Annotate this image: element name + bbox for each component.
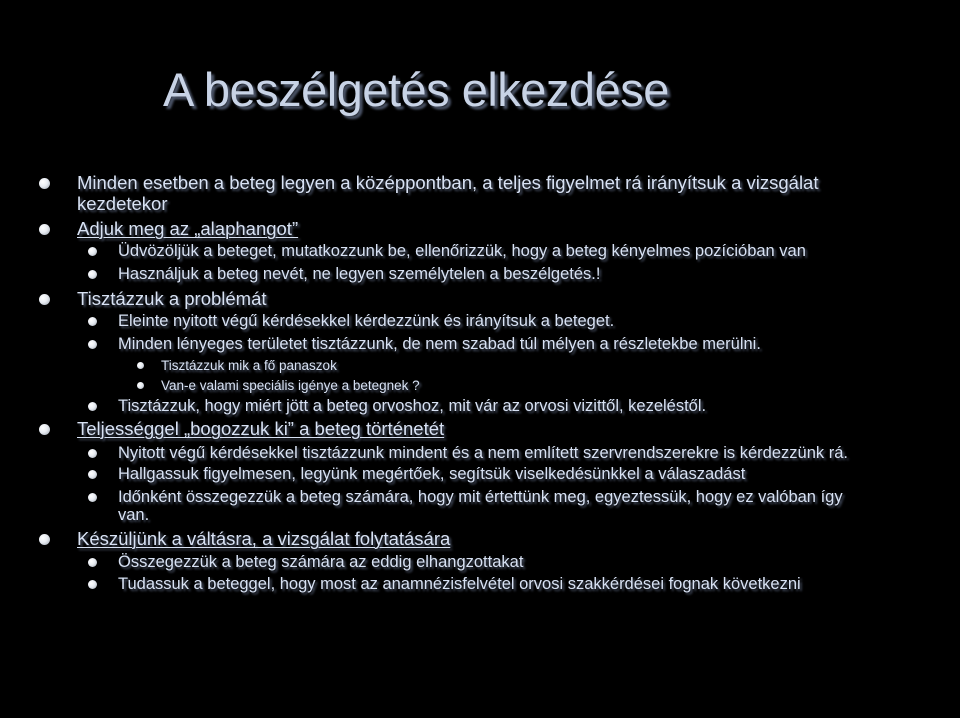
- bullet-item: [77, 528, 450, 550]
- bullet-dot-icon: [88, 402, 97, 411]
- sub-sub-bullet-item: [161, 357, 337, 374]
- bullet-dot-icon: [39, 224, 50, 235]
- sub-bullet-item: [118, 241, 806, 261]
- sub-bullet-item-continuation: [118, 505, 149, 525]
- bullet-text: Készüljünk a váltásra, a vizsgálat folytatására: [77, 528, 451, 549]
- bullet-dot-icon: [88, 340, 97, 349]
- slide-title: A beszélgetés elkezdése: [163, 63, 669, 116]
- bullet-dot-icon: [137, 382, 144, 389]
- bullet-text: Van-e valami speciális igénye a betegnek ?: [161, 378, 420, 393]
- bullet-text: Tudassuk a beteggel, hogy most az anamnézisfelvétel orvosi szakkérdései fognak következni: [118, 575, 801, 593]
- sub-bullet-item: [118, 311, 614, 331]
- sub-bullet-item: [118, 552, 523, 572]
- bullet-text: Minden lényeges területet tisztázzunk, de nem szabad túl mélyen a részletekbe merülni.: [118, 335, 761, 353]
- bullet-dot-icon: [88, 270, 97, 279]
- bullet-text: Teljességgel „bogozzuk ki” a beteg történetét: [77, 418, 445, 439]
- bullet-text-continuation: kezdetekor: [77, 193, 168, 214]
- sub-bullet-item: [118, 487, 843, 507]
- sub-bullet-item: [118, 264, 600, 284]
- bullet-dot-icon: [137, 362, 144, 369]
- bullet-dot-icon: [88, 558, 97, 567]
- bullet-text-continuation: van.: [118, 506, 150, 524]
- sub-bullet-item: [118, 464, 745, 484]
- bullet-text: Üdvözöljük a beteget, mutatkozzunk be, ellenőrizzük, hogy a beteg kényelmes pozícióban van: [118, 242, 806, 260]
- sub-sub-bullet-item: [161, 377, 420, 394]
- bullet-text: Minden esetben a beteg legyen a középpontban, a teljes figyelmet rá irányítsuk a vizsgálat: [77, 172, 819, 193]
- bullet-dot-icon: [88, 470, 97, 479]
- bullet-text: Tisztázzuk, hogy miért jött a beteg orvoshoz, mit vár az orvosi vizittől, kezeléstől.: [118, 397, 707, 415]
- bullet-item: [77, 218, 298, 240]
- bullet-text: Nyitott végű kérdésekkel tisztázzunk mindent és a nem említett szervrendszerekre is kérdezzünk rá.: [118, 444, 848, 462]
- bullet-dot-icon: [39, 534, 50, 545]
- sub-bullet-item: [118, 396, 706, 416]
- sub-bullet-item: [118, 574, 801, 594]
- bullet-dot-icon: [88, 317, 97, 326]
- bullet-item: [77, 172, 818, 194]
- bullet-item: [77, 418, 444, 440]
- bullet-text: Tisztázzuk a problémát: [77, 288, 267, 309]
- bullet-dot-icon: [88, 493, 97, 502]
- bullet-text: Használjuk a beteg nevét, ne legyen személytelen a beszélgetés.!: [118, 265, 601, 283]
- bullet-dot-icon: [88, 449, 97, 458]
- bullet-dot-icon: [88, 580, 97, 589]
- sub-bullet-item: [118, 443, 848, 463]
- bullet-text: Hallgassuk figyelmesen, legyünk megértőek, segítsük viselkedésünkkel a válaszadást: [118, 465, 746, 483]
- bullet-text: Adjuk meg az „alaphangot”: [77, 218, 299, 239]
- sub-bullet-item: [118, 334, 761, 354]
- bullet-text: Tisztázzuk mik a fő panaszok: [161, 358, 337, 373]
- bullet-dot-icon: [39, 294, 50, 305]
- bullet-text: Időnként összegezzük a beteg számára, hogy mit értettünk meg, egyeztessük, hogy ez valóban így: [118, 488, 843, 506]
- bullet-text: Összegezzük a beteg számára az eddig elhangzottakat: [118, 553, 524, 571]
- bullet-item: [77, 288, 267, 310]
- bullet-text: Eleinte nyitott végű kérdésekkel kérdezzünk és irányítsuk a beteget.: [118, 312, 615, 330]
- bullet-dot-icon: [39, 424, 50, 435]
- bullet-dot-icon: [88, 247, 97, 256]
- bullet-dot-icon: [39, 178, 50, 189]
- bullet-item-continuation: [77, 193, 168, 215]
